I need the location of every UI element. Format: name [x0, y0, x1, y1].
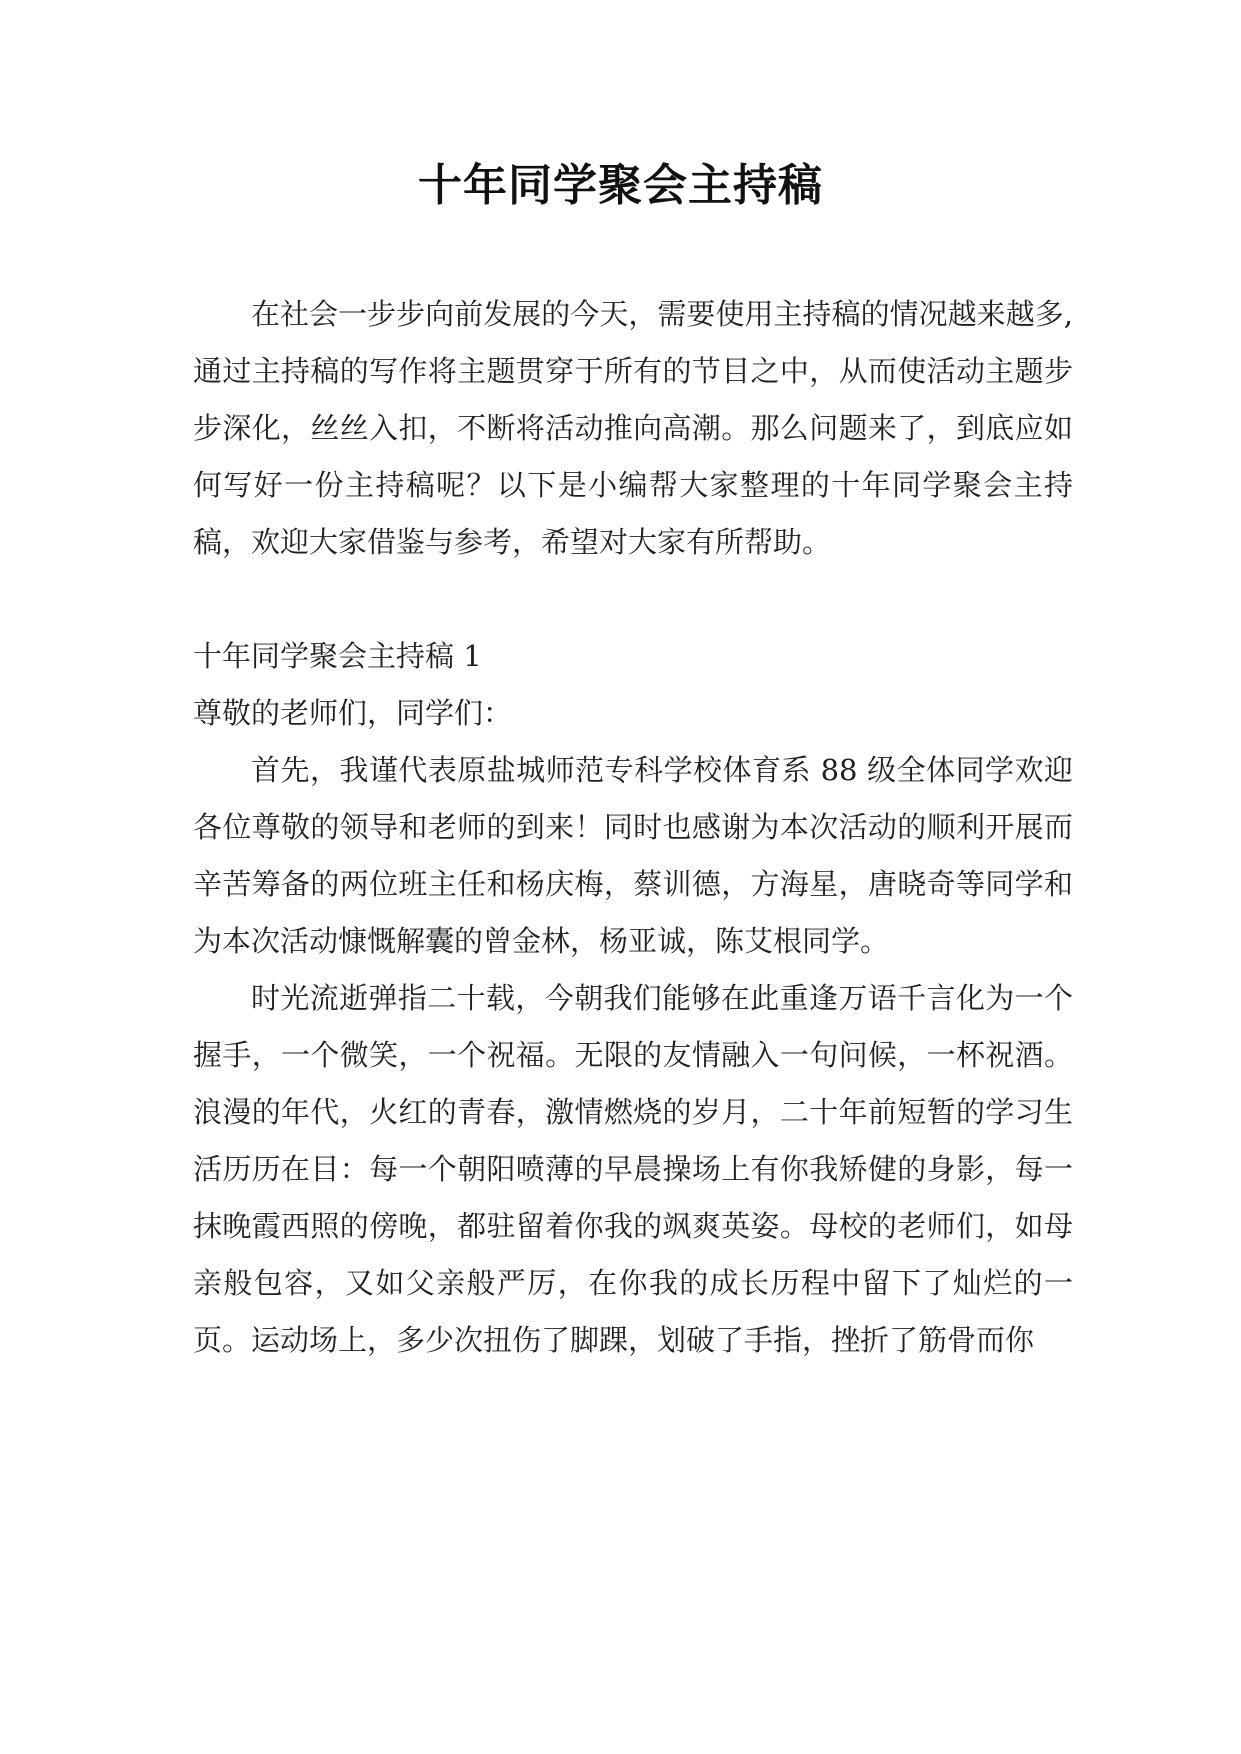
body-paragraph-2: 时光流逝弹指二十载，今朝我们能够在此重逢万语千言化为一个握手，一个微笑，一个祝福。无限的友情融入一句问候，一杯祝酒。浪漫的年代，火红的青春，激情燃烧的岁月，二十年前短暂的学习生活历历在目：每一个朝阳喷薄的早晨操场上有你我矫健的身影，每一抹晚霞西照的傍晚，都驻留着你我的飒爽英姿。母校的老师们，如母亲般包容，又如父亲般严厉，在你我的成长历程中留下了灿烂的一页。运动场上，多少次扭伤了脚踝，划破了手指，挫折了筋骨而你 — [193, 981, 1073, 1357]
intro-paragraph: 在社会一步步向前发展的今天，需要使用主持稿的情况越来越多,通过主持稿的写作将主题贯穿于所有的节目之中，从而使活动主题步步深化，丝丝入扣，不断将活动推向高潮。那么问题来了，到底应如何写好一份主持稿呢？以下是小编帮大家整理的十年同学聚会主持稿，欢迎大家借鉴与参考，希望对大家有所帮助。 — [193, 297, 1073, 559]
document-body — [193, 286, 1073, 1369]
paragraph-gap — [193, 571, 1073, 628]
body-paragraph-1: 首先，我谨代表原盐城师范专科学校体育系 88 级全体同学欢迎各位尊敬的领导和老师的到来！同时也感谢为本次活动的顺利开展而辛苦筹备的两位班主任和杨庆梅，蔡训德，方海星，唐晓奇等同学和为本次活动慷慨解囊的曾金林，杨亚诚，陈艾根同学。 — [193, 753, 1073, 958]
document-title: 十年同学聚会主持稿 — [418, 160, 823, 211]
section-title: 十年同学聚会主持稿 1 — [193, 639, 482, 673]
salutation: 尊敬的老师们，同学们： — [193, 696, 513, 730]
